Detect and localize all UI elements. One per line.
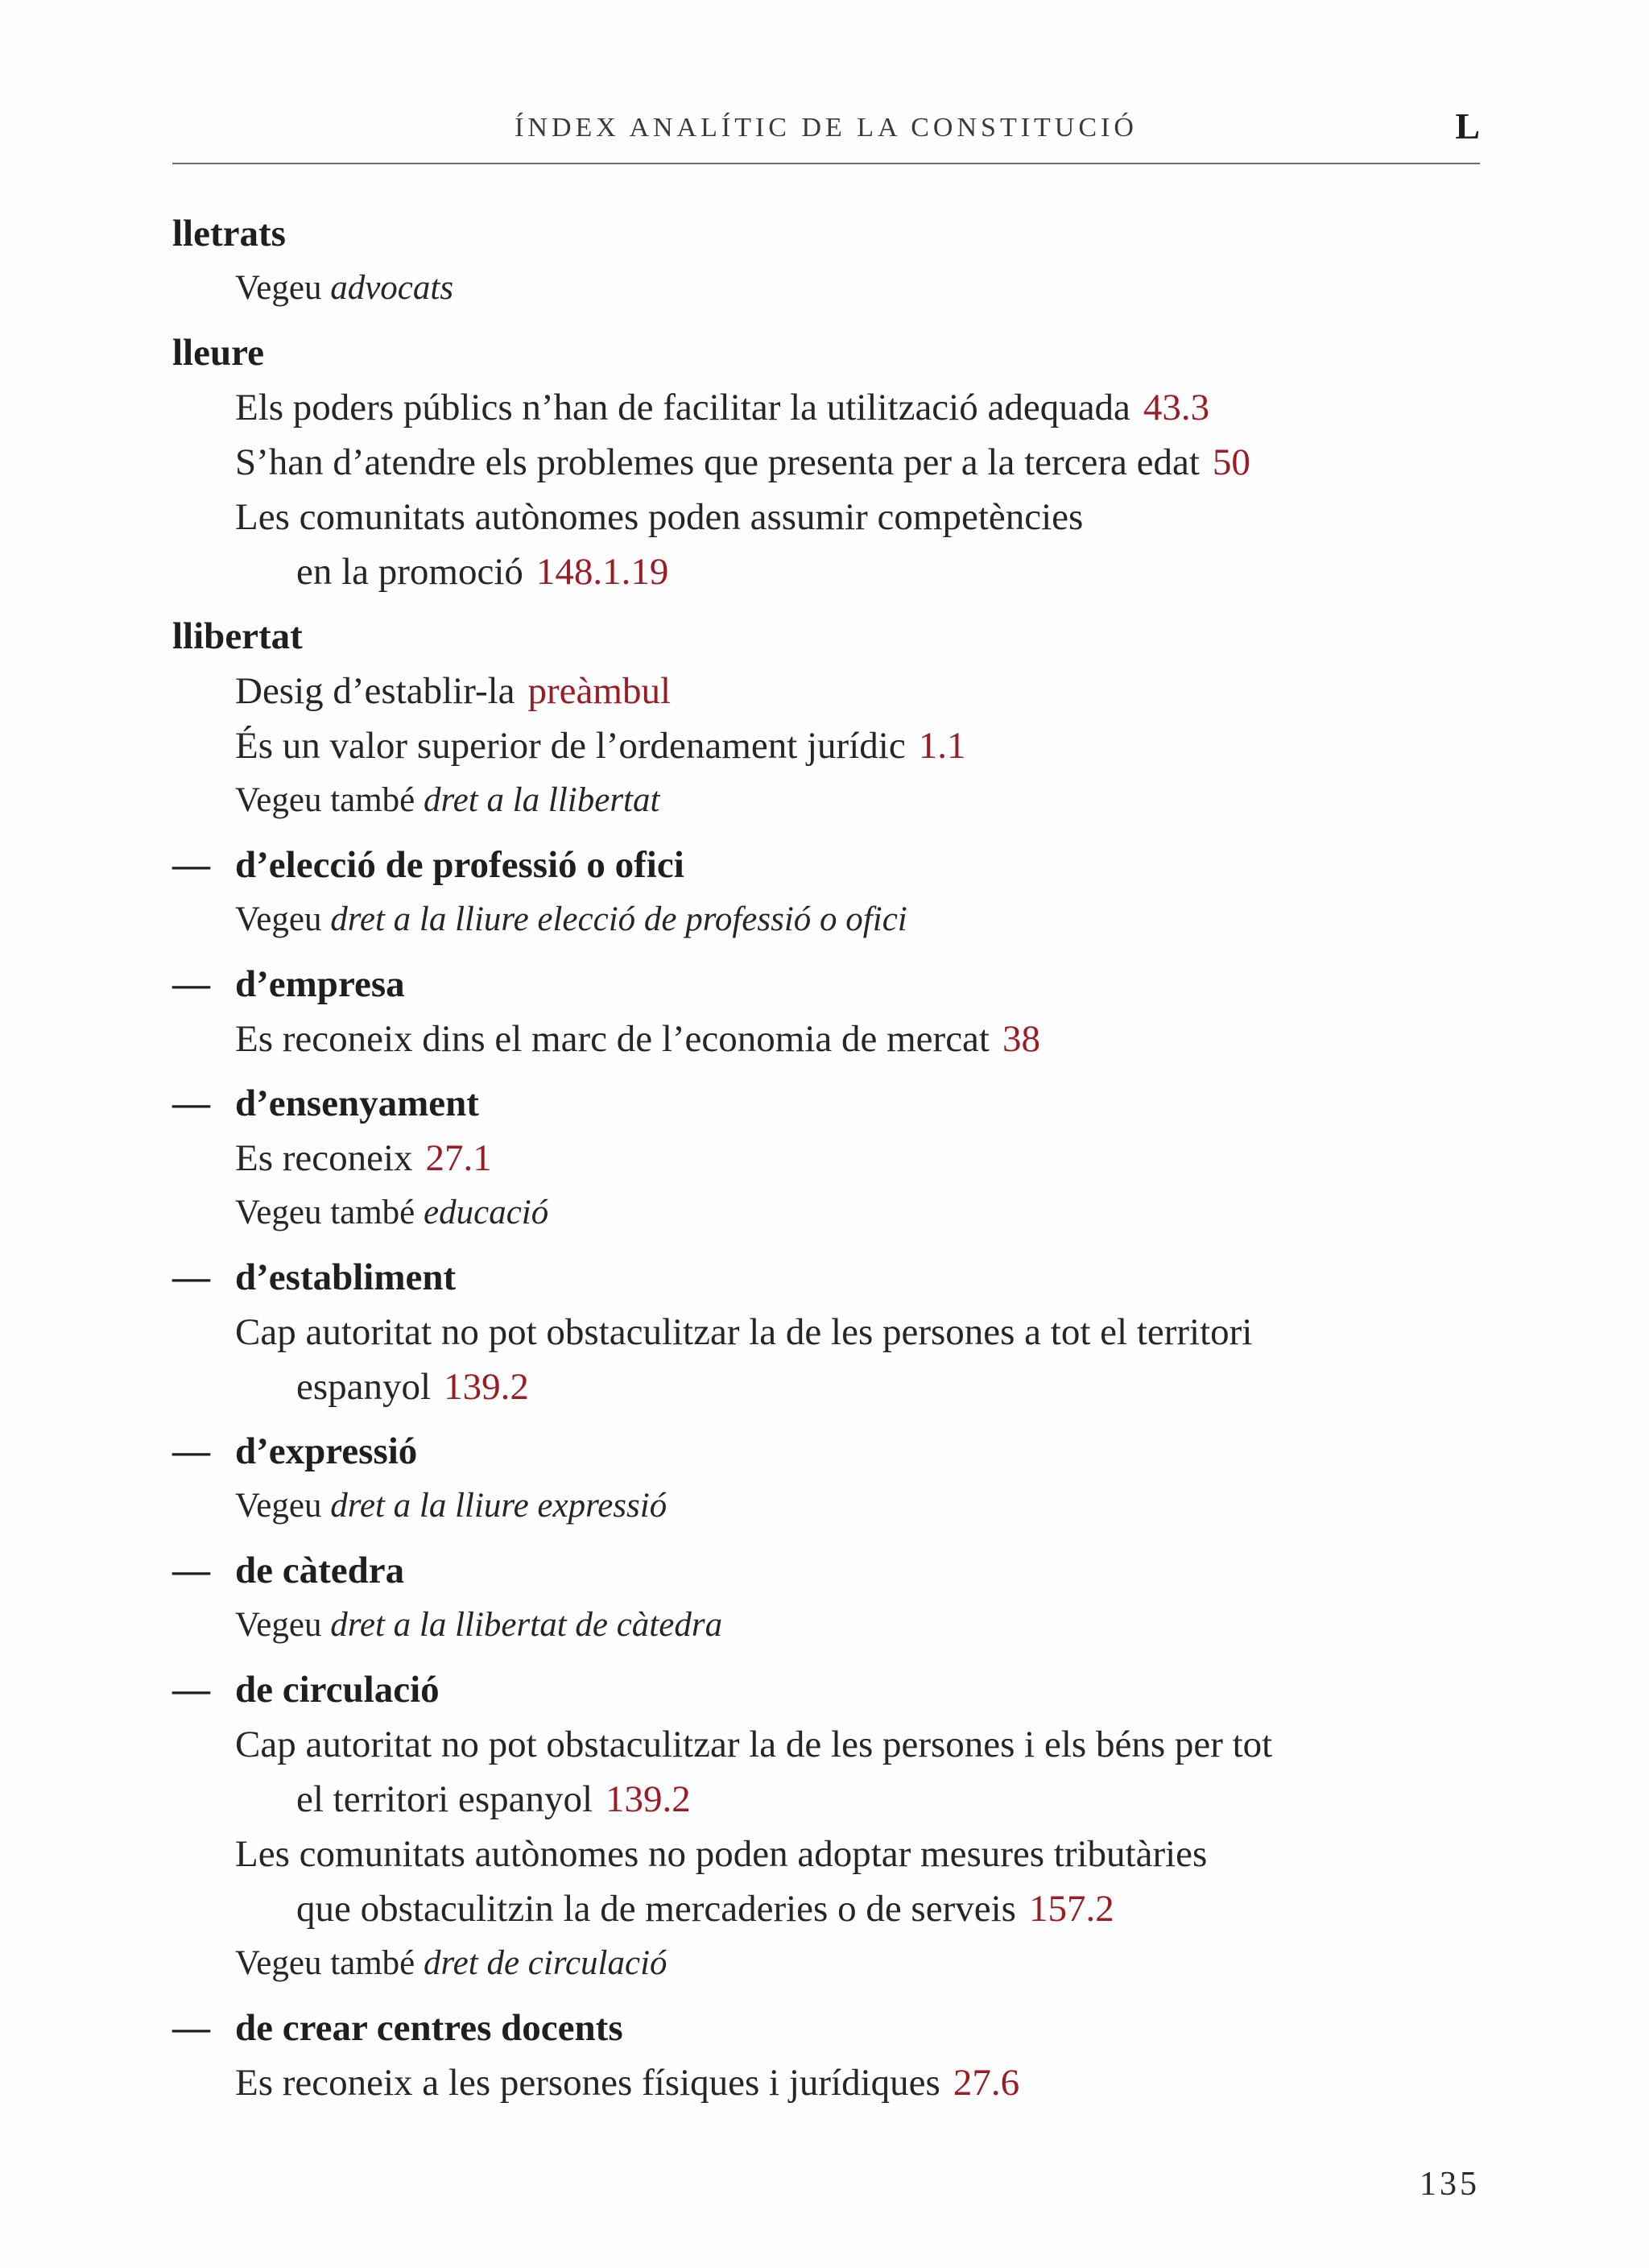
subentry-dash: — xyxy=(172,1669,210,1711)
cross-reference xyxy=(172,1479,1480,1533)
article-reference: preàmbul xyxy=(527,670,672,712)
entry-line xyxy=(172,1305,1480,1360)
entry-heading xyxy=(172,325,1480,380)
entry-term: llibertat xyxy=(172,615,303,657)
line-text: Es reconeix dins el marc de l’economia de mercat xyxy=(235,1018,990,1060)
entry-term: de circulació xyxy=(235,1669,440,1711)
entry-heading xyxy=(172,1662,1480,1717)
entry-line xyxy=(172,544,1480,599)
entry-heading xyxy=(172,957,1480,1012)
entry-heading xyxy=(172,206,1480,261)
line-text: Desig d’establir-la xyxy=(235,670,515,712)
subentry-dash: — xyxy=(172,1550,210,1591)
entry-line xyxy=(172,435,1480,490)
index-entry xyxy=(172,838,1480,947)
article-reference: 148.1.19 xyxy=(535,551,669,593)
line-text: espanyol xyxy=(296,1366,432,1408)
article-reference: 43.3 xyxy=(1143,387,1210,428)
entry-line xyxy=(172,1881,1480,1936)
article-reference: 27.6 xyxy=(953,2062,1020,2104)
index-entry xyxy=(172,957,1480,1066)
entry-heading xyxy=(172,1424,1480,1479)
index-entry xyxy=(172,1543,1480,1653)
entry-heading xyxy=(172,609,1480,664)
entry-term: d’establiment xyxy=(235,1256,457,1298)
index-entry xyxy=(172,1250,1480,1414)
entry-line xyxy=(172,1827,1480,1881)
cross-reference-target: dret a la lliure expressió xyxy=(330,1487,667,1525)
line-text: És un valor superior de l’ordenament jurídic xyxy=(235,725,906,767)
entry-term: de crear centres docents xyxy=(235,2007,623,2049)
cross-reference xyxy=(172,261,1480,316)
page-number: 135 xyxy=(1420,2166,1480,2203)
line-text: S’han d’atendre els problemes que presenta per a la tercera edat xyxy=(235,441,1200,483)
entry-line xyxy=(172,2055,1480,2110)
article-reference: 139.2 xyxy=(444,1366,529,1408)
index-entry xyxy=(172,2001,1480,2110)
cross-reference-target: dret de circulació xyxy=(424,1944,667,1982)
cross-reference-target: dret a la lliure elecció de professió o ofici xyxy=(330,900,907,938)
line-text: Vegeu xyxy=(235,1606,331,1644)
entry-term: d’ensenyament xyxy=(235,1082,479,1124)
article-reference: 1.1 xyxy=(918,725,966,767)
cross-reference xyxy=(172,1186,1480,1240)
entry-line xyxy=(172,1360,1480,1414)
article-reference: 27.1 xyxy=(425,1137,492,1179)
line-text: Els poders públics n’han de facilitar la utilització adequada xyxy=(235,387,1130,428)
entry-term: d’elecció de professió o ofici xyxy=(235,844,684,886)
running-header xyxy=(172,105,1480,164)
line-text: Vegeu xyxy=(235,1487,331,1525)
entry-line xyxy=(172,1131,1480,1186)
cross-reference-target: advocats xyxy=(330,269,454,307)
entry-heading xyxy=(172,2001,1480,2055)
entry-heading xyxy=(172,838,1480,892)
section-letter: L xyxy=(1455,106,1480,147)
entry-line xyxy=(172,718,1480,773)
line-text: en la promoció xyxy=(296,551,523,593)
entry-line xyxy=(172,1717,1480,1772)
line-text: Es reconeix xyxy=(235,1137,413,1179)
line-text: Vegeu també xyxy=(235,781,424,819)
article-reference: 157.2 xyxy=(1028,1888,1114,1930)
index-entry xyxy=(172,206,1480,316)
cross-reference xyxy=(172,1936,1480,1991)
line-text: Vegeu xyxy=(235,269,331,307)
line-text: Les comunitats autònomes poden assumir competències xyxy=(235,496,1084,538)
entry-term: lletrats xyxy=(172,213,286,255)
index-entry xyxy=(172,1662,1480,1991)
cross-reference xyxy=(172,1598,1480,1653)
cross-reference-target: educació xyxy=(424,1194,549,1231)
article-reference: 50 xyxy=(1212,441,1250,483)
index-entry xyxy=(172,1424,1480,1533)
line-text: el territori espanyol xyxy=(296,1778,593,1820)
index-content xyxy=(172,206,1480,2120)
entry-term: d’expressió xyxy=(235,1430,418,1472)
line-text: Vegeu també xyxy=(235,1944,424,1982)
cross-reference-target: dret a la llibertat xyxy=(424,781,660,819)
subentry-dash: — xyxy=(172,963,210,1005)
entry-term: de càtedra xyxy=(235,1550,405,1591)
article-reference: 38 xyxy=(1002,1018,1040,1060)
index-entry xyxy=(172,1076,1480,1240)
entry-line xyxy=(172,380,1480,435)
entry-line xyxy=(172,664,1480,718)
index-entry xyxy=(172,325,1480,599)
entry-heading xyxy=(172,1250,1480,1305)
line-text: Cap autoritat no pot obstaculitzar la de les persones i els béns per tot xyxy=(235,1724,1273,1765)
line-text: que obstaculitzin la de mercaderies o de serveis xyxy=(296,1888,1016,1930)
entry-line xyxy=(172,1772,1480,1827)
entry-term: d’empresa xyxy=(235,963,405,1005)
article-reference: 139.2 xyxy=(605,1778,691,1820)
entry-term: lleure xyxy=(172,332,264,374)
line-text: Les comunitats autònomes no poden adoptar mesures tributàries xyxy=(235,1833,1208,1875)
subentry-dash: — xyxy=(172,1082,210,1124)
running-title: ÍNDEX ANALÍTIC DE LA CONSTITUCIÓ xyxy=(515,113,1138,143)
line-text: Vegeu xyxy=(235,900,331,938)
subentry-dash: — xyxy=(172,844,210,886)
subentry-dash: — xyxy=(172,1430,210,1472)
line-text: Es reconeix a les persones físiques i jurídiques xyxy=(235,2062,940,2104)
entry-heading xyxy=(172,1076,1480,1131)
cross-reference xyxy=(172,892,1480,947)
subentry-dash: — xyxy=(172,1256,210,1298)
line-text: Vegeu també xyxy=(235,1194,424,1231)
index-entry xyxy=(172,609,1480,828)
entry-line xyxy=(172,1012,1480,1066)
entry-line xyxy=(172,490,1480,544)
subentry-dash: — xyxy=(172,2007,210,2049)
cross-reference-target: dret a la llibertat de càtedra xyxy=(330,1606,723,1644)
entry-heading xyxy=(172,1543,1480,1598)
cross-reference xyxy=(172,773,1480,828)
line-text: Cap autoritat no pot obstaculitzar la de les persones a tot el territori xyxy=(235,1311,1253,1353)
